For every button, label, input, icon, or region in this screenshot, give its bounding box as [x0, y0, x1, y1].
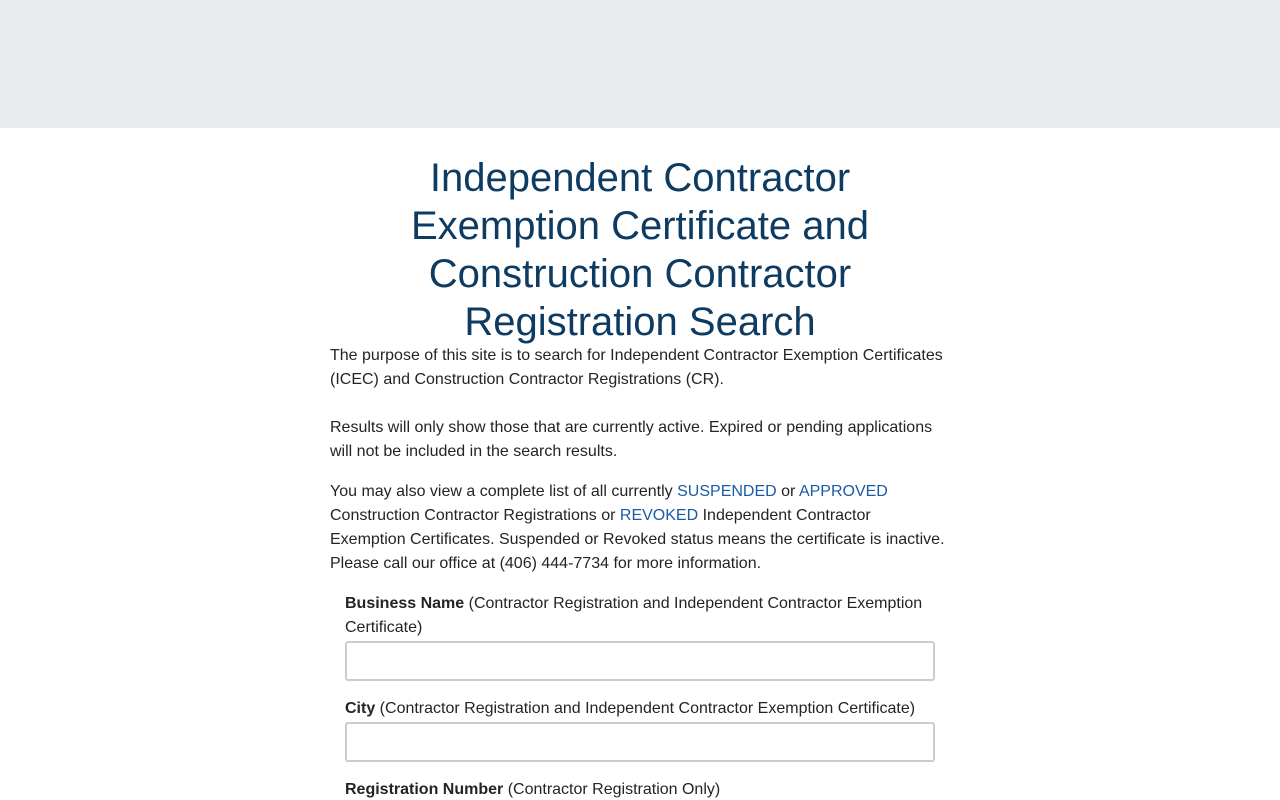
- city-field: [345, 697, 935, 762]
- business-name-label: [345, 592, 935, 640]
- status-list-prefix: You may also view a complete list of all currently: [330, 483, 678, 500]
- registration-number-hint: (Contractor Registration Only): [503, 781, 721, 798]
- intro-status-lists: [330, 480, 950, 576]
- business-name-label-strong: Business Name: [345, 595, 465, 612]
- revoked-link[interactable]: REVOKED: [619, 507, 699, 524]
- status-list-or: or: [776, 483, 799, 500]
- business-name-field: [345, 592, 935, 681]
- business-name-input[interactable]: [345, 641, 935, 681]
- intro-results-note: Results will only show those that are currently active. Expired or pending applications will not be included in the search results.: [330, 419, 933, 460]
- title-wrap: [330, 128, 950, 344]
- city-input[interactable]: [345, 722, 935, 762]
- main-content: [330, 128, 950, 800]
- city-label: [345, 697, 935, 721]
- search-form: [330, 576, 950, 800]
- intro-purpose: The purpose of this site is to search for Independent Contractor Exemption Certificates (ICEC) and Construction Contractor Registrations (CR).: [330, 347, 943, 388]
- city-hint: (Contractor Registration and Independent Contractor Exemption Certificate): [375, 700, 916, 717]
- registration-number-label: [345, 778, 935, 800]
- registration-number-label-strong: Registration Number: [345, 781, 504, 798]
- approved-link[interactable]: APPROVED: [798, 483, 888, 500]
- top-banner: [0, 0, 1280, 128]
- status-list-suffix: Independent Contractor Exemption Certificates. Suspended or Revoked status means the certificate is inactive. Please call our office at (406) 444-7734 for more information.: [330, 507, 945, 572]
- status-list-mid: Construction Contractor Registrations or: [330, 507, 620, 524]
- suspended-link[interactable]: SUSPENDED: [677, 483, 777, 500]
- page-title: Independent Contractor Exemption Certificate and Construction Contractor Registration Search: [410, 156, 869, 344]
- registration-number-field: [345, 778, 935, 800]
- business-name-hint: (Contractor Registration and Independent Contractor Exemption Certificate): [345, 595, 923, 636]
- city-label-strong: City: [345, 700, 376, 717]
